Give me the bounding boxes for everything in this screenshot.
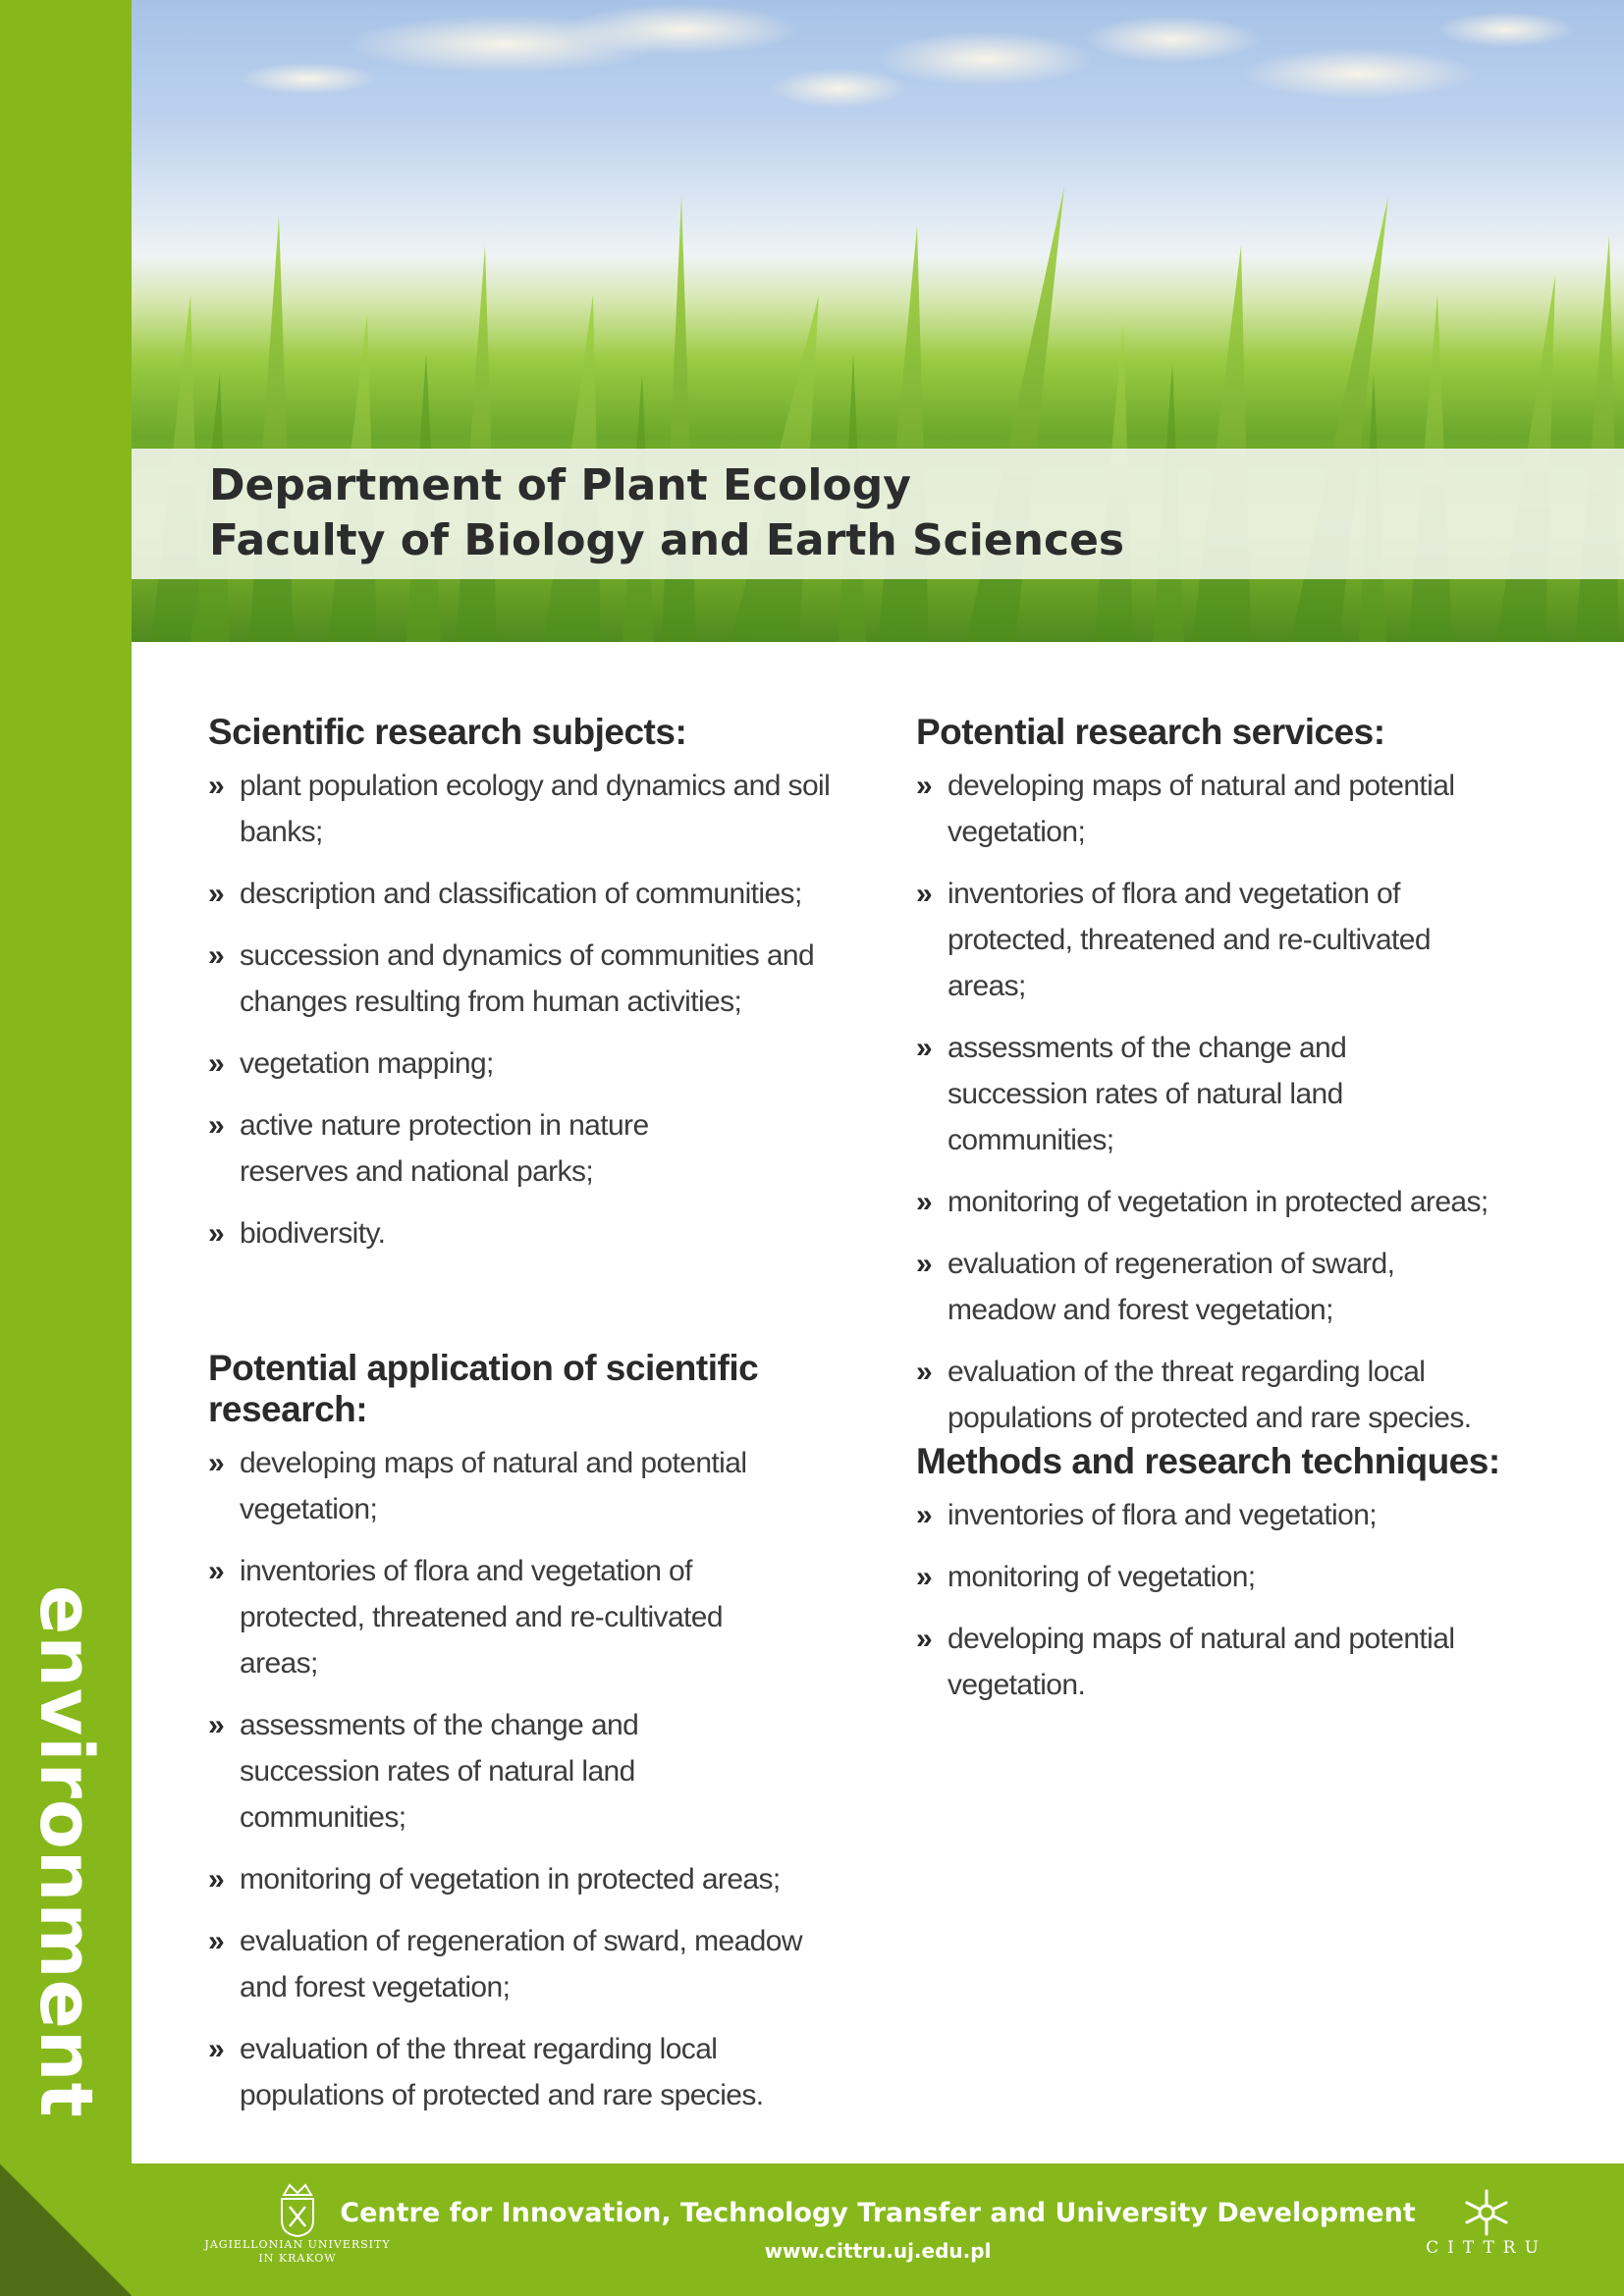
footer	[132, 2163, 1624, 2296]
bullet-icon: »	[916, 1499, 933, 1531]
cittru-logo-text: CITTRU	[1426, 2238, 1547, 2258]
list-item: » succession and dynamics of communities and changes resulting from human activities;	[208, 933, 856, 1025]
section-heading: Scientific research subjects:	[208, 712, 687, 752]
list-item: » evaluation of regeneration of sward, meadow and forest vegetation;	[916, 1241, 1564, 1333]
bullet-icon: »	[208, 1109, 225, 1142]
bullet-icon: »	[916, 1356, 933, 1388]
list-item: » inventories of flora and vegetation of protected, threatened and re-cultivated areas;	[208, 1548, 856, 1686]
bullet-list	[208, 763, 856, 1256]
bullet-icon: »	[208, 1863, 225, 1896]
list-item: » active nature protection in nature reserves and national parks;	[208, 1102, 856, 1195]
section-heading: Methods and research techniques:	[916, 1441, 1500, 1481]
bullet-list	[916, 763, 1564, 1441]
list-item: » evaluation of the threat regarding local populations of protected and rare species.	[916, 1349, 1564, 1441]
bullet-icon: »	[916, 770, 933, 802]
cittru-logo	[1408, 2183, 1565, 2281]
page-title-line2: Faculty of Biology and Earth Sciences	[209, 515, 1125, 565]
bullet-icon: »	[208, 1447, 225, 1479]
list-item: » biodiversity.	[208, 1210, 856, 1256]
list-item: » monitoring of vegetation in protected areas;	[208, 1856, 856, 1902]
title-band	[132, 449, 1624, 579]
bullet-icon: »	[916, 1248, 933, 1280]
bullet-icon: »	[208, 2033, 225, 2065]
list-item: » assessments of the change and succession rates of natural land communities;	[208, 1702, 856, 1841]
bullet-list	[916, 1492, 1564, 1708]
hero-banner	[132, 0, 1624, 642]
bullet-icon: »	[208, 939, 225, 972]
uj-logo-line2: IN KRAKOW	[258, 2252, 337, 2265]
section-potential-application	[208, 1348, 856, 2134]
list-item: » inventories of flora and vegetation;	[916, 1492, 1564, 1538]
sidebar-corner-fold	[0, 2163, 132, 2296]
list-item: » inventories of flora and vegetation of protected, threatened and re-cultivated areas;	[916, 871, 1564, 1009]
bullet-icon: »	[916, 1186, 933, 1218]
bullet-icon: »	[208, 1047, 225, 1080]
bullet-icon: »	[208, 1925, 225, 1957]
footer-title: Centre for Innovation, Technology Transfer and University Development	[340, 2198, 1416, 2228]
bullet-list	[208, 1440, 856, 2118]
list-item: » monitoring of vegetation;	[916, 1554, 1564, 1600]
list-item: » developing maps of natural and potential vegetation;	[916, 763, 1564, 855]
list-item: » assessments of the change and succession rates of natural land communities;	[916, 1025, 1564, 1163]
cittru-star-icon	[1457, 2183, 1516, 2242]
list-item: » developing maps of natural and potential vegetation.	[916, 1616, 1564, 1708]
footer-url-link[interactable]: www.cittru.uj.edu.pl	[764, 2239, 992, 2263]
bullet-icon: »	[208, 1555, 225, 1587]
bullet-icon: »	[916, 878, 933, 910]
bullet-icon: »	[916, 1032, 933, 1064]
section-heading: Potential research services:	[916, 712, 1385, 752]
section-heading: Potential application of scientific research:	[208, 1348, 759, 1429]
bullet-icon: »	[208, 1709, 225, 1741]
bullet-icon: »	[916, 1623, 933, 1655]
section-scientific-research-subjects	[208, 712, 856, 1272]
sidebar-label: environment	[24, 1585, 108, 2118]
list-item: » description and classification of communities;	[208, 871, 856, 917]
list-item: » developing maps of natural and potential vegetation;	[208, 1440, 856, 1532]
uj-logo-line1: JAGIELLONIAN UNIVERSITY	[204, 2238, 391, 2251]
page-title-line1: Department of Plant Ecology	[209, 460, 911, 510]
bullet-icon: »	[208, 770, 225, 802]
section-potential-research-services	[916, 712, 1564, 1457]
section-methods-and-techniques	[916, 1441, 1564, 1724]
list-item: » vegetation mapping;	[208, 1041, 856, 1087]
list-item: » evaluation of the threat regarding local populations of protected and rare species.	[208, 2026, 856, 2118]
list-item: » monitoring of vegetation in protected areas;	[916, 1179, 1564, 1225]
bullet-icon: »	[916, 1561, 933, 1593]
list-item: » evaluation of regeneration of sward, meadow and forest vegetation;	[208, 1918, 856, 2010]
list-item: » plant population ecology and dynamics and soil banks;	[208, 763, 856, 855]
bullet-icon: »	[208, 878, 225, 910]
bullet-icon: »	[208, 1217, 225, 1250]
